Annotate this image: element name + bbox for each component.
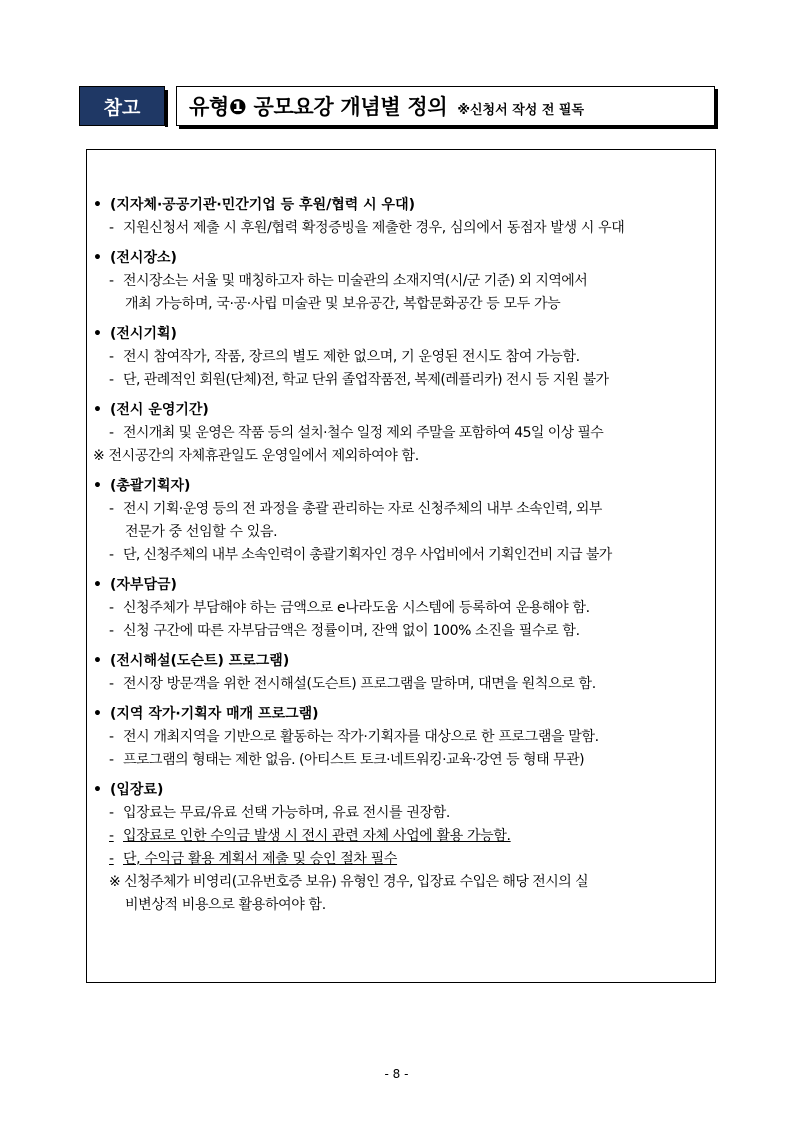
bullet-icon: • [93,402,102,418]
section-sponsorship [93,194,713,240]
section-heading: • (전시장소) [93,247,713,270]
section-heading: • (전시해설(도슨트) 프로그램) [93,650,713,673]
note: ※ 전시공간의 자체휴관일도 운영일에서 제외하여야 함. [93,448,419,464]
list-item: - 전시개최 및 운영은 작품 등의 설치·철수 일정 제외 주말을 포함하여 45일 이상 필수 [109,425,604,441]
title-box [176,86,715,126]
definitions-list [93,194,713,924]
page-number: - 8 - [384,1067,409,1081]
bullet-icon: • [93,250,102,266]
bullet-icon: • [93,653,102,669]
section-planning [93,323,713,392]
section-heading: • (입장료) [93,779,713,802]
section-director [93,475,713,567]
list-item-underlined: - 입장료로 인한 수익금 발생 시 전시 관련 자체 사업에 활용 가능함. [109,828,511,844]
section-self-funding [93,574,713,643]
list-item: - 전시 참여작가, 작품, 장르의 별도 제한 없으며, 기 운영된 전시도 참여 가능함. [109,349,580,365]
list-item: - 신청주체가 부담해야 하는 금액으로 e나라도움 시스템에 등록하여 운용해야 함. [109,600,590,616]
bullet-icon: • [93,326,102,342]
section-local-program [93,703,713,772]
section-venue [93,247,713,316]
title-note: ※신청서 작성 전 필독 [457,102,585,118]
content-box [86,149,716,983]
list-item: - 전시 개최지역을 기반으로 활동하는 작가·기획자를 대상으로 한 프로그램을 말함. [109,729,599,745]
list-item: - 단, 신청주체의 내부 소속인력이 총괄기획자인 경우 사업비에서 기획인건비 지급 불가 [109,547,612,563]
reference-tag: 참고 [79,86,165,126]
list-item: - 전시 기획·운영 등의 전 과정을 총괄 관리하는 자로 신청주체의 내부 소속인력, 외부 [109,501,602,517]
bullet-icon: • [93,706,102,722]
list-item: - 전시장 방문객을 위한 전시해설(도슨트) 프로그램을 말하며, 대면을 원칙으로 함. [109,676,596,692]
list-item: - 입장료는 무료/유료 선택 가능하며, 유료 전시를 권장함. [109,805,450,821]
bullet-icon: • [93,197,102,213]
note-continuation: 비변상적 비용으로 활용하여야 함. [125,897,326,913]
list-item-underlined: - 단, 수익금 활용 계획서 제출 및 승인 절차 필수 [109,851,398,867]
list-item-continuation: 개최 가능하며, 국·공·사립 미술관 및 보유공간, 복합문화공간 등 모두 가능 [125,296,561,312]
page-header [79,86,715,126]
section-admission [93,779,713,917]
bullet-icon: • [93,782,102,798]
bullet-icon: • [93,478,102,494]
list-item: - 지원신청서 제출 시 후원/협력 확정증빙을 제출한 경우, 심의에서 동점자 발생 시 우대 [109,220,625,236]
section-heading: • (총괄기획자) [93,475,713,498]
list-item: - 신청 구간에 따른 자부담금액은 정률이며, 잔액 없이 100% 소진을 필수로 함. [109,623,580,639]
section-period [93,399,713,468]
list-item: - 단, 관례적인 회원(단체)전, 학교 단위 졸업작품전, 복제(레플리카) 전시 등 지원 불가 [109,372,609,388]
section-heading: • (전시기획) [93,323,713,346]
list-item: - 프로그램의 형태는 제한 없음. (아티스트 토크·네트워킹·교육·강연 등 형태 무관) [109,752,585,768]
section-heading: • (자부담금) [93,574,713,597]
section-heading: • (지자체·공공기관·민간기업 등 후원/협력 시 우대) [93,194,713,217]
section-heading: • (지역 작가·기획자 매개 프로그램) [93,703,713,726]
list-item-continuation: 전문가 중 선임할 수 있음. [125,524,278,540]
bullet-icon: • [93,577,102,593]
section-heading: • (전시 운영기간) [93,399,713,422]
note: ※ 신청주체가 비영리(고유번호증 보유) 유형인 경우, 입장료 수입은 해당 전시의 실 [109,874,589,890]
page-title: 유형❶ 공모요강 개념별 정의 [189,95,448,119]
section-docent [93,650,713,696]
list-item: - 전시장소는 서울 및 매칭하고자 하는 미술관의 소재지역(시/군 기준) 외 지역에서 [109,273,588,289]
